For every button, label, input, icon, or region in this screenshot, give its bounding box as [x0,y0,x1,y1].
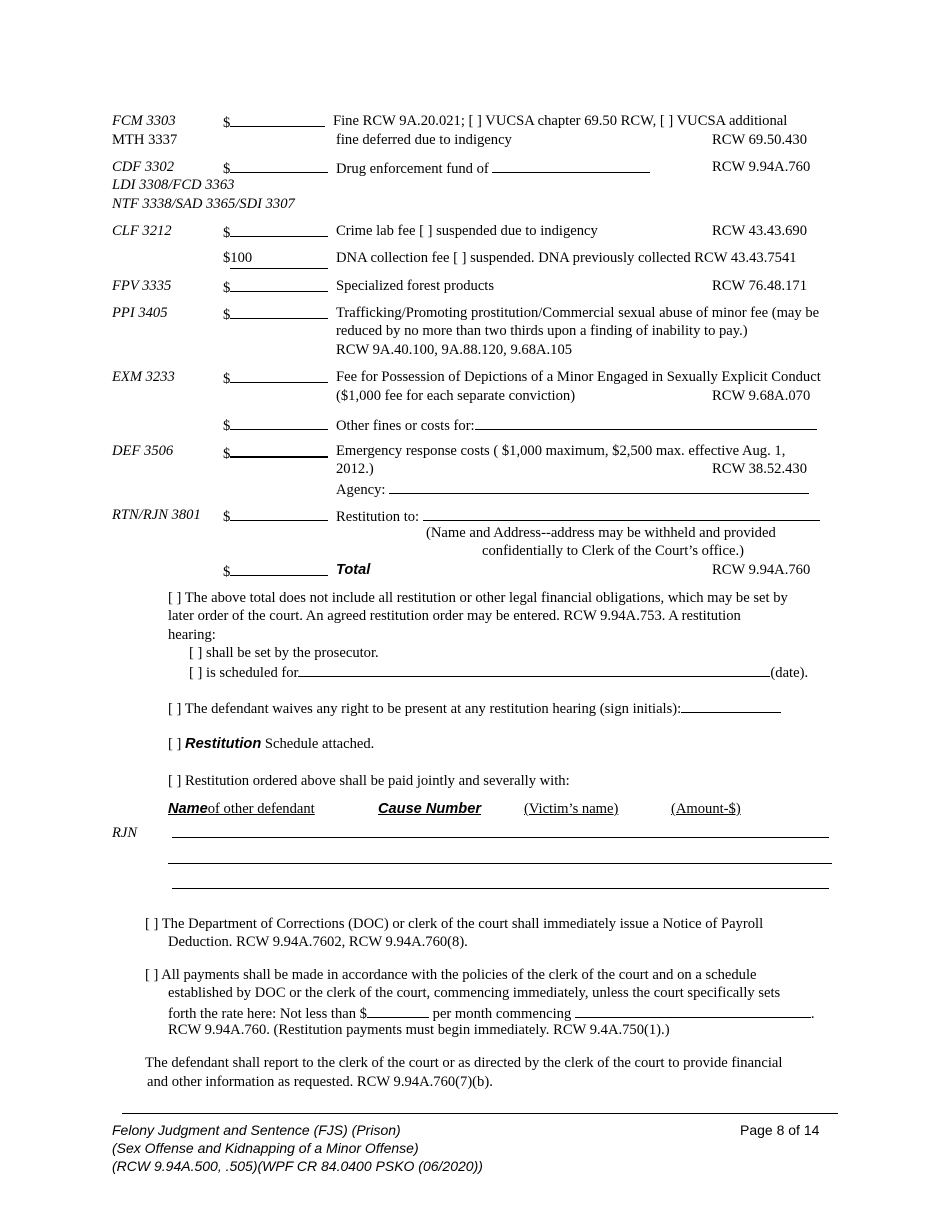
restitution-note-2: later order of the court. An agreed restitution order may be entered. RCW 9.94A.753. A restitution [168,608,741,624]
rjn-code: RJN [112,825,138,841]
fcm-amount-field[interactable]: $ [223,112,325,133]
col-victim-header: (Victim’s name) [524,801,619,817]
ntf-code: NTF 3338/SAD 3365/SDI 3307 [112,196,295,212]
def-rcw: RCW 38.52.430 [712,461,808,477]
waive-row[interactable]: [ ] The defendant waives any right to be present at any restitution hearing (sign initials): [168,698,781,719]
total-label: Total [336,562,371,578]
exm-desc-2: ($1,000 fee for each separate conviction) [336,388,576,404]
restitution-to-field[interactable] [423,506,820,521]
col-name-header: Nameof other defendant [168,801,315,817]
other-amount-field[interactable]: $ [223,415,328,436]
fpv-rcw: RCW 76.48.171 [712,278,808,294]
def-amount-field[interactable]: $ [223,442,328,464]
dna-amount-field[interactable]: $100 [223,249,328,269]
fcm-desc: Fine RCW 9A.20.021; [ ] VUCSA chapter 69.50 RCW, [ ] VUCSA additional [333,113,788,129]
ldi-code: LDI 3308/FCD 3363 [112,177,235,193]
fpv-code: FPV 3335 [112,278,172,294]
rtn-code: RTN/RJN 3801 [112,507,201,523]
fcm-rcw: RCW 69.50.430 [712,132,808,148]
fpv-desc: Specialized forest products [336,278,495,294]
col-cause-header: Cause Number [378,801,481,817]
rtn-desc: Restitution to: [336,506,820,527]
schedule-attached-row[interactable]: [ ] Restitution Schedule attached. [168,736,375,752]
report-2: and other information as requested. RCW 9.94A.760(7)(b). [147,1074,493,1090]
doc-payroll-1[interactable]: [ ] The Department of Corrections (DOC) or clerk of the court shall immediately issue a Notice of Payroll [145,916,764,932]
footer-title: Felony Judgment and Sentence (FJS) (Prison) [112,1122,401,1138]
dna-desc: DNA collection fee [ ] suspended. DNA previously collected RCW 43.43.7541 [336,250,797,266]
ppi-amount-field[interactable]: $ [223,304,328,325]
exm-rcw: RCW 9.68A.070 [712,388,811,404]
all-payments-1[interactable]: [ ] All payments shall be made in accordance with the policies of the clerk of the court and on a schedule [145,967,757,983]
scheduled-date-field[interactable] [298,662,770,677]
initials-field[interactable] [681,698,781,713]
defendant-line-3[interactable] [172,888,829,889]
monthly-amount-field[interactable] [367,1003,429,1018]
restitution-note-1: [ ] The above total does not include all restitution or other legal financial obligations, which may be set by [168,590,788,606]
all-payments-3: forth the rate here: Not less than $ per month commencing . [168,1003,815,1024]
def-desc-2: 2012.) [336,461,374,477]
fpv-amount-field[interactable]: $ [223,277,328,298]
jointly-row[interactable]: [ ] Restitution ordered above shall be paid jointly and severally with: [168,773,570,789]
agency-row: Agency: [336,479,809,500]
defendant-line-2[interactable] [168,863,832,864]
def-code: DEF 3506 [112,443,174,459]
clf-amount-field[interactable]: $ [223,222,328,243]
page-number: Page 8 of 14 [740,1122,820,1138]
total-amount-field[interactable]: $ [223,561,328,582]
fcm-desc-2: fine deferred due to indigency [336,132,512,148]
report-1: The defendant shall report to the clerk of the court or as directed by the clerk of the court to provide financial [145,1055,783,1071]
clf-code: CLF 3212 [112,223,172,239]
total-rcw: RCW 9.94A.760 [712,562,811,578]
other-costs-field[interactable] [475,415,817,430]
cdf-rcw: RCW 9.94A.760 [712,159,811,175]
clf-rcw: RCW 43.43.690 [712,223,808,239]
exm-amount-field[interactable]: $ [223,368,328,389]
commencing-field[interactable] [575,1003,811,1018]
rtn-note-2: confidentially to Clerk of the Court’s office.) [482,543,744,559]
ppi-code: PPI 3405 [112,305,168,321]
cdf-code: CDF 3302 [112,159,175,175]
other-desc: Other fines or costs for: [336,415,817,436]
def-desc: Emergency response costs ( $1,000 maximum, $2,500 max. effective Aug. 1, [336,443,786,459]
ppi-desc-3: RCW 9A.40.100, 9A.88.120, 9.68A.105 [336,342,573,358]
option-scheduled[interactable]: [ ] is scheduled for (date). [189,662,808,683]
ppi-desc-2: reduced by no more than two thirds upon a finding of inability to pay.) [336,323,748,339]
restitution-note-3: hearing: [168,627,216,643]
defendant-line-1[interactable] [172,837,829,838]
ppi-desc: Trafficking/Promoting prostitution/Commercial sexual abuse of minor fee (may be [336,305,820,321]
footer-rule [122,1113,838,1114]
rtn-note-1: (Name and Address--address may be withheld and provided [426,525,776,541]
all-payments-2: established by DOC or the clerk of the court, commencing immediately, unless the court specifically sets [168,985,781,1001]
clf-desc: Crime lab fee [ ] suspended due to indigency [336,223,598,239]
footer-form-id: (RCW 9.94A.500, .505)(WPF CR 84.0400 PSKO (06/2020)) [112,1158,483,1174]
mth-code: MTH 3337 [112,132,178,148]
exm-code: EXM 3233 [112,369,175,385]
rtn-amount-field[interactable]: $ [223,506,328,527]
agency-field[interactable] [389,479,809,494]
drug-fund-field[interactable] [492,158,650,173]
doc-payroll-2: Deduction. RCW 9.94A.7602, RCW 9.94A.760(8). [168,934,468,950]
cdf-desc: Drug enforcement fund of [336,158,650,179]
footer-subtitle: (Sex Offense and Kidnapping of a Minor Offense) [112,1140,419,1156]
exm-desc: Fee for Possession of Depictions of a Minor Engaged in Sexually Explicit Conduct [336,369,821,385]
col-amount-header: (Amount-$) [671,801,741,817]
option-prosecutor[interactable]: [ ] shall be set by the prosecutor. [189,645,379,661]
fcm-code: FCM 3303 [112,113,176,129]
all-payments-4: RCW 9.94A.760. (Restitution payments must begin immediately. RCW 9.4A.750(1).) [168,1022,670,1038]
cdf-amount-field[interactable]: $ [223,158,328,179]
